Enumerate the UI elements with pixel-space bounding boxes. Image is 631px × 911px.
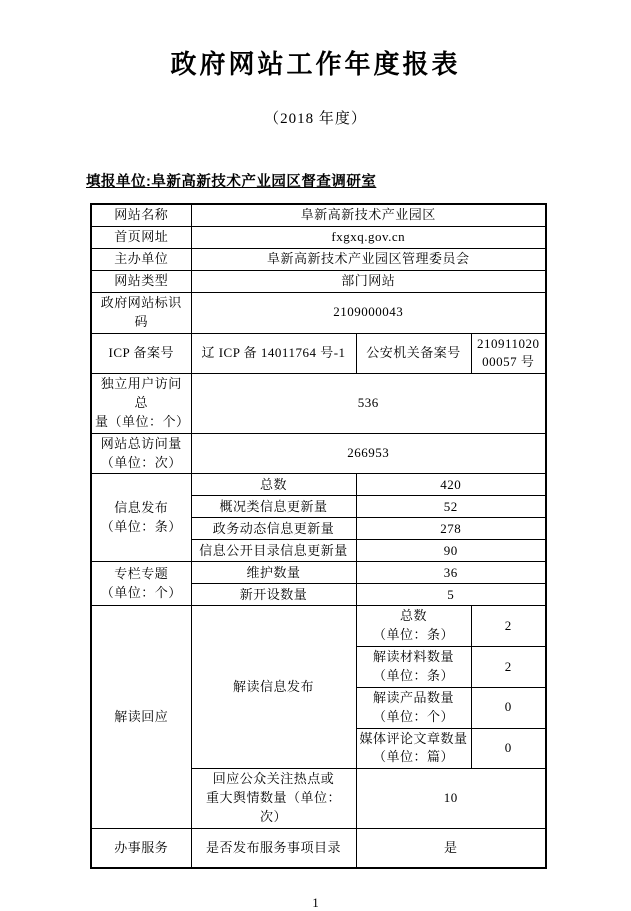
site-name-value: 阜新高新技术产业园区	[191, 204, 546, 226]
info-publish-total-label: 总数	[191, 474, 356, 496]
document-page	[0, 44, 631, 911]
home-url-label: 首页网址	[91, 226, 191, 248]
row-icp	[91, 333, 546, 374]
row-unique-visitors	[91, 374, 546, 434]
service-label: 办事服务	[91, 828, 191, 868]
organizer-value: 阜新高新技术产业园区管理委员会	[191, 248, 546, 270]
icp-label: ICP 备案号	[91, 333, 191, 374]
columns-new-value: 5	[356, 584, 546, 606]
row-info-publish-total	[91, 474, 546, 496]
info-publish-dynamics-label: 政务动态信息更新量	[191, 518, 356, 540]
interp-total-value: 2	[471, 606, 546, 647]
columns-label: 专栏专题 （单位：个）	[91, 562, 191, 606]
response-label: 回应公众关注热点或 重大舆情数量（单位： 次）	[191, 769, 356, 829]
site-code-value: 2109000043	[191, 292, 546, 333]
info-publish-total-value: 420	[356, 474, 546, 496]
row-organizer	[91, 248, 546, 270]
unique-visitors-label: 独立用户访问总 量（单位：个）	[91, 374, 191, 434]
columns-maintained-label: 维护数量	[191, 562, 356, 584]
interp-materials-value: 2	[471, 647, 546, 688]
interp-total-label: 总数 （单位：条）	[356, 606, 471, 647]
row-site-code	[91, 292, 546, 333]
row-columns-maintained	[91, 562, 546, 584]
info-publish-dynamics-value: 278	[356, 518, 546, 540]
row-service	[91, 828, 546, 868]
police-filing-value: 21091102000057 号	[471, 333, 546, 374]
row-site-type	[91, 270, 546, 292]
response-value: 10	[356, 769, 546, 829]
report-table	[90, 203, 547, 869]
row-home-url	[91, 226, 546, 248]
site-name-label: 网站名称	[91, 204, 191, 226]
home-url-value: fxgxq.gov.cn	[191, 226, 546, 248]
interp-products-value: 0	[471, 687, 546, 728]
page-subtitle: （2018 年度）	[264, 111, 367, 127]
info-publish-overview-label: 概况类信息更新量	[191, 496, 356, 518]
total-visits-value: 266953	[191, 433, 546, 474]
columns-maintained-value: 36	[356, 562, 546, 584]
total-visits-label: 网站总访问量 （单位：次）	[91, 433, 191, 474]
info-publish-overview-value: 52	[356, 496, 546, 518]
site-type-value: 部门网站	[191, 270, 546, 292]
columns-new-label: 新开设数量	[191, 584, 356, 606]
info-publish-catalog-value: 90	[356, 540, 546, 562]
row-interp-total	[91, 606, 546, 647]
interp-materials-label: 解读材料数量 （单位：条）	[356, 647, 471, 688]
service-catalog-label: 是否发布服务事项目录	[191, 828, 356, 868]
info-publish-catalog-label: 信息公开目录信息更新量	[191, 540, 356, 562]
interpretation-label: 解读回应	[91, 606, 191, 828]
interpretation-publish-label: 解读信息发布	[191, 606, 356, 769]
interp-media-label: 媒体评论文章数量 （单位：篇）	[356, 728, 471, 769]
unique-visitors-value: 536	[191, 374, 546, 434]
organizer-label: 主办单位	[91, 248, 191, 270]
row-total-visits	[91, 433, 546, 474]
service-catalog-value: 是	[356, 828, 546, 868]
row-site-name	[91, 204, 546, 226]
info-publish-label: 信息发布 （单位：条）	[91, 474, 191, 562]
reporting-unit: 填报单位:阜新高新技术产业园区督查调研室	[86, 174, 377, 190]
site-code-label: 政府网站标识码	[91, 292, 191, 333]
interp-media-value: 0	[471, 728, 546, 769]
interp-products-label: 解读产品数量 （单位：个）	[356, 687, 471, 728]
icp-value: 辽 ICP 备 14011764 号-1	[191, 333, 356, 374]
site-type-label: 网站类型	[91, 270, 191, 292]
page-number: 1	[312, 895, 319, 911]
police-filing-label: 公安机关备案号	[356, 333, 471, 374]
page-title: 政府网站工作年度报表	[170, 49, 461, 79]
